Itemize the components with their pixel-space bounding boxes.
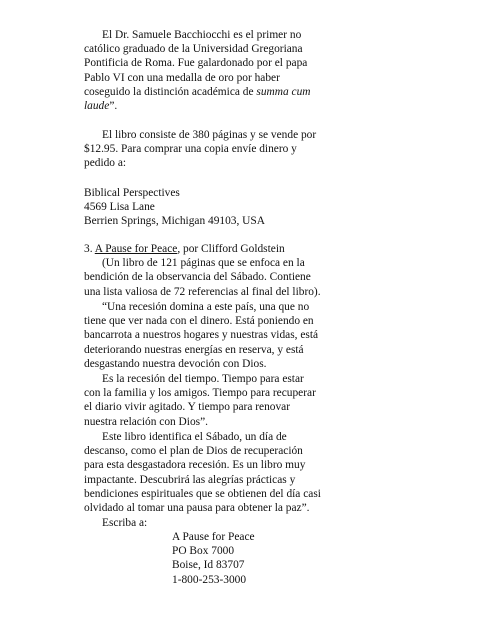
item3-title: A Pause for Peace: [94, 243, 178, 255]
bio-line-5a: coseguido la distinción académica de: [84, 85, 257, 98]
bio-line-6a: laude: [84, 100, 110, 113]
quote-line-1: “Una recesión domina a este país, una que no: [102, 301, 310, 313]
item3-author: , por Clifford Goldstein: [177, 243, 285, 255]
write-to-label: [84, 516, 424, 530]
price-line-2: $12.95. Para comprar una copia envíe dinero y: [84, 143, 297, 156]
paragraph-time-recession: [84, 372, 424, 429]
address1-line-3: Berrien Springs, Michigan 49103, USA: [84, 215, 265, 228]
address2-line-1: A Pause for Peace: [172, 531, 255, 543]
sabbath-line-1: Este libro identifica el Sábado, un día de: [102, 431, 287, 443]
paragraph-recession-quote: [84, 300, 424, 371]
address-biblical-perspectives: [84, 186, 424, 229]
sabbath-line-5: bendiciones espirituales que se obtienen del día casi: [84, 487, 321, 500]
address1-line-1: Biblical Perspectives: [84, 187, 180, 199]
paragraph-price: [84, 128, 424, 171]
quote-line-3: bancarrota a nuestros hogares y nuestras vidas, está: [84, 329, 319, 342]
sabbath-line-6: olvidado al tomar una pausa para obtener la paz”.: [84, 502, 310, 515]
sabbath-line-2: descanso, como el plan de Dios de recuperación: [84, 445, 303, 458]
bio-line-5b: summa cum: [256, 85, 311, 98]
bio-line-6b: ”.: [109, 100, 118, 113]
item3-line-4: una lista valiosa de 72 referencias al final del libro).: [84, 285, 321, 298]
price-line-3: pedido a:: [84, 157, 127, 170]
bio-line-3: Pontificia de Roma. Fue galardonado por el papa: [84, 57, 308, 70]
time-line-2: con la familia y los amigos. Tiempo para recuperar: [84, 387, 316, 400]
item-3-book: [84, 242, 424, 299]
item3-line-3: bendición de la observancia del Sábado. Contiene: [84, 271, 311, 284]
write-to-text: Escriba a:: [102, 517, 148, 529]
address2-line-2: PO Box 7000: [172, 545, 235, 558]
time-line-1: Es la recesión del tiempo. Tiempo para estar: [102, 373, 304, 385]
bio-line-1: El Dr. Samuele Bacchiocchi es el primer no: [102, 29, 302, 41]
item3-number: 3.: [84, 243, 95, 255]
price-line-1: El libro consiste de 380 páginas y se vende por: [102, 129, 317, 141]
quote-line-5: desgastando nuestra devoción con Dios.: [84, 357, 267, 370]
time-line-4: nuestra relación con Dios”.: [84, 415, 208, 428]
sabbath-line-4: impactante. Descubrirá las alegrías prácticas y: [84, 473, 296, 486]
address2-line-3: Boise, Id 83707: [172, 559, 245, 572]
quote-line-4: deteriorando nuestras energías en reserva, y está: [84, 343, 304, 356]
paragraph-sabbath-rest: [84, 430, 424, 515]
item3-line-2: (Un libro de 121 páginas que se enfoca en la: [102, 257, 305, 270]
address1-line-2: 4569 Lisa Lane: [84, 201, 155, 214]
bio-line-4: Pablo VI con una medalla de oro por haber: [84, 71, 280, 84]
paragraph-author-bio: [84, 28, 424, 113]
address-pause-for-peace: [172, 530, 422, 587]
sabbath-line-3: para esta desgastadora recesión. Es un libro muy: [84, 459, 306, 472]
time-line-3: el diario vivir agitado. Y tiempo para renovar: [84, 401, 291, 414]
bio-line-2: católico graduado de la Universidad Gregoriana: [84, 43, 303, 56]
quote-line-2: tiene que ver nada con el dinero. Está poniendo en: [84, 315, 314, 328]
address2-line-4: 1-800-253-3000: [172, 573, 247, 586]
